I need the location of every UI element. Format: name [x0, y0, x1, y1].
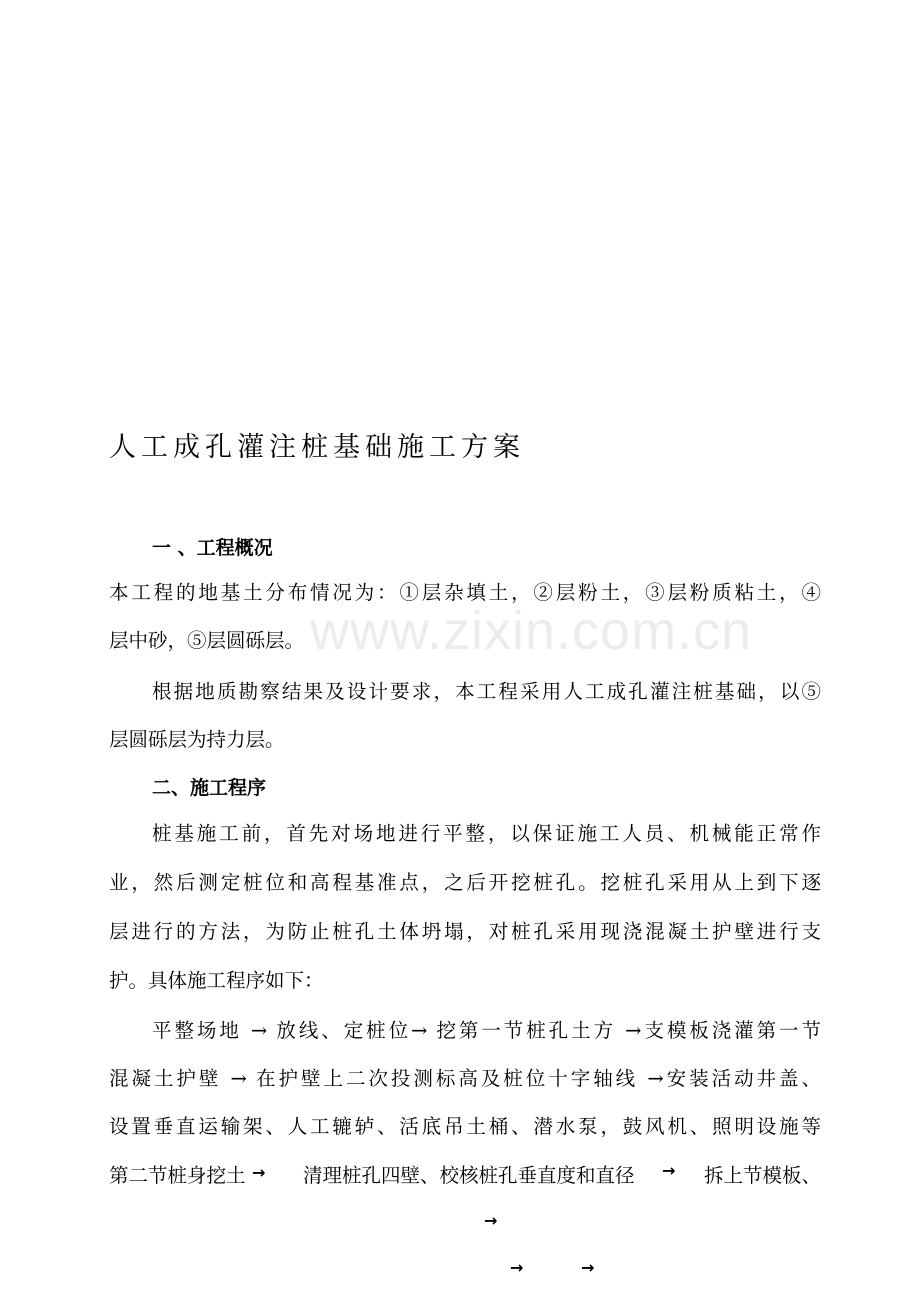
flow-line-segment: 清理桩孔四壁、校核桩孔垂直度和直径 — [303, 1164, 635, 1187]
arrow-icon: → — [252, 1163, 266, 1182]
watermark: www.zixin.com.cn — [310, 601, 753, 661]
paragraph-line: 业，然后测定桩位和高程基准点，之后开挖桩孔。挖桩孔采用从上到下逐 — [109, 871, 821, 894]
flow-line: 设置垂直运输架、人工辘轳、活底吊土桶、潜水泵，鼓风机、照明设施等 — [109, 1115, 821, 1138]
flow-line: 混凝土护壁 → 在护壁上二次投测标高及桩位十字轴线 →安装活动井盖、 — [109, 1067, 821, 1090]
paragraph-line: 桩基施工前，首先对场地进行平整，以保证施工人员、机械能正常作 — [152, 822, 821, 845]
paragraph-line: 层中砂，⑤层圆砾层。 — [109, 629, 305, 652]
paragraph-line: 根据地质勘察结果及设计要求，本工程采用人工成孔灌注桩基础，以⑤ — [152, 680, 821, 703]
flow-line: 平整场地 → 放线、定桩位→ 挖第一节桩孔土方 →支模板浇灌第一节 — [152, 1019, 821, 1042]
flow-line-segment: 拆上节模板、 — [704, 1164, 822, 1187]
arrow-icon: → — [662, 1161, 676, 1180]
paragraph-line: 层进行的方法，为防止桩孔土体坍塌，对桩孔采用现浇混凝土护壁进行支 — [109, 920, 821, 943]
section-heading-overview: 一 、工程概况 — [152, 537, 273, 559]
document-title: 人工成孔灌注桩基础施工方案 — [109, 432, 525, 463]
flow-line-segment: 第二节桩身挖土 — [109, 1164, 246, 1187]
arrow-icon: → — [581, 1258, 595, 1277]
arrow-icon: → — [484, 1211, 498, 1230]
paragraph-line: 护。具体施工程序如下： — [109, 969, 324, 992]
paragraph-line: 层圆砾层为持力层。 — [109, 728, 285, 751]
paragraph-line: 本工程的地基土分布情况为：①层杂填土，②层粉土，③层粉质粘土，④ — [109, 581, 821, 604]
arrow-icon: → — [510, 1258, 524, 1277]
section-heading-procedure: 二、施工程序 — [152, 777, 267, 799]
